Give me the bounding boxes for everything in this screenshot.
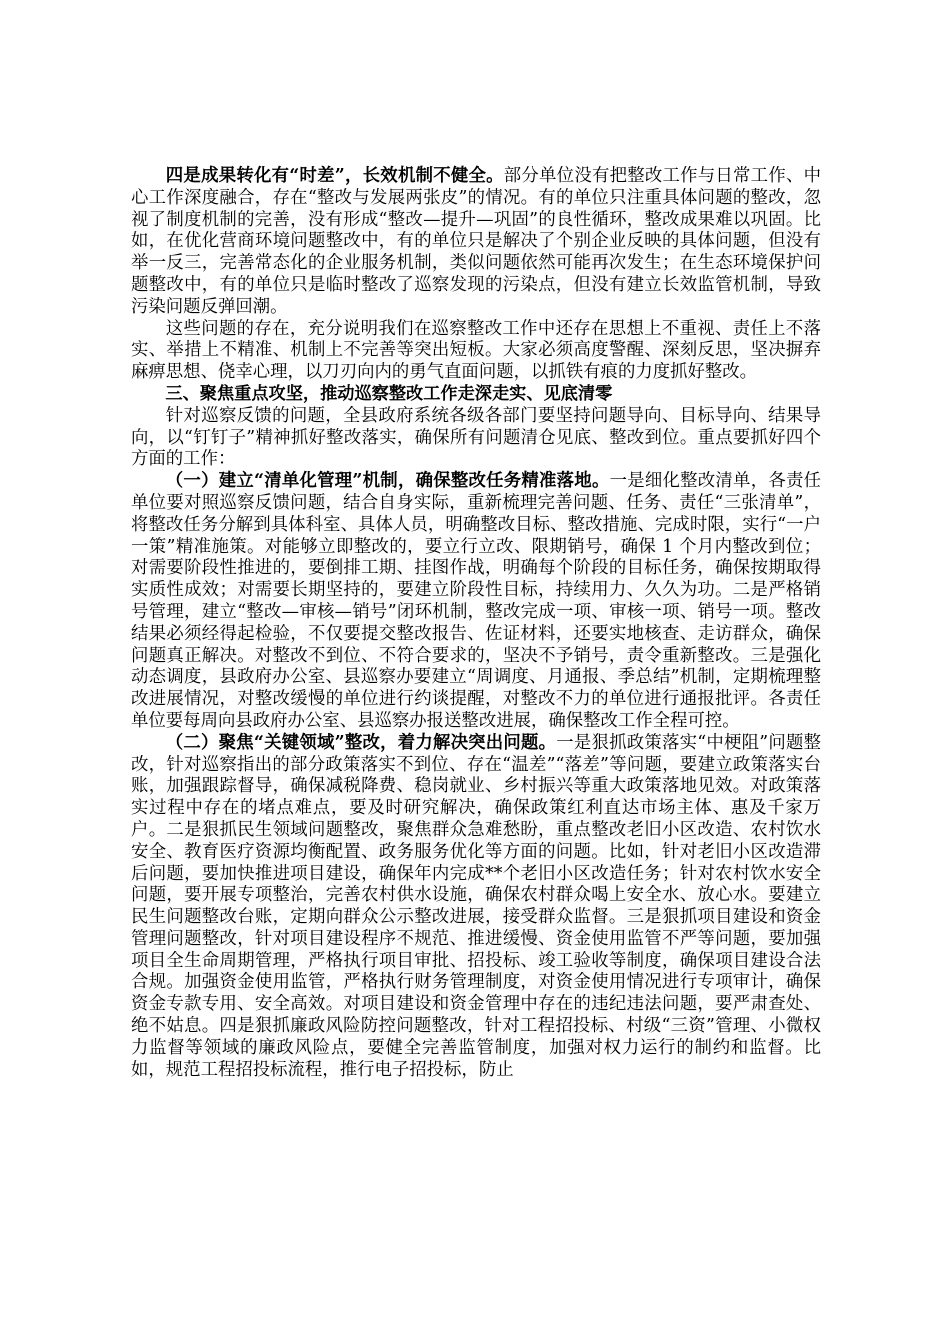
paragraph-key-areas [131,733,821,1082]
paragraph-lead: （二）聚焦“关键领域”整改，着力解决突出问题。 [165,732,557,753]
paragraph-lead: （一）建立“清单化管理”机制，确保整改任务精准落地。 [165,471,610,492]
paragraph-body: 部分单位没有把整改工作与日常工作、中心工作深度融合，存在“整改与发展两张皮”的情况。有的单位只注重具体问题的整改，忽视了制度机制的完善，没有形成“整改—提升—巩固”的良性循环，整改成果难以巩固。比如，在优化营商环境问题整改中，有的单位只是解决了个别企业反映的具体问题，但没有举一反三，完善常态化的企业服务机制，类似问题依然可能再次发生；在生态环境保护问题整改中，有的单位只是临时整改了巡察发现的污染点，但没有建立长效监管机制，导致污染问题反弹回潮。 [131,166,821,317]
paragraph-section-intro [131,406,821,471]
document-page [131,166,821,1081]
paragraph-problem-summary [131,319,821,384]
paragraph-list-management [131,471,821,733]
paragraph-body: 这些问题的存在，充分说明我们在巡察整改工作中还存在思想上不重视、责任上不落实、举措上不精准、机制上不完善等突出短板。大家必须高度警醒、深刻反思，坚决摒弃麻痹思想、侥幸心理，以刀刃向内的勇气直面问题，以抓铁有痕的力度抓好整改。 [131,318,821,383]
paragraph-body: 针对巡察反馈的问题，全县政府系统各级各部门要坚持问题导向、目标导向、结果导向，以“钉钉子”精神抓好整改落实，确保所有问题清仓见底、整改到位。重点要抓好四个方面的工作： [131,405,821,470]
paragraph-body: 一是狠抓政策落实“中梗阻”问题整改，针对巡察指出的部分政策落实不到位、存在“温差”“落差”等问题，要建立政策落实台账，加强跟踪督导，确保减税降费、稳岗就业、乡村振兴等重大政策落地见效。对政策落实过程中存在的堵点难点，要及时研究解决，确保政策红利直达市场主体、惠及千家万户。二是狠抓民生领域问题整改，聚焦群众急难愁盼，重点整改老旧小区改造、农村饮水安全、教育医疗资源均衡配置、政务服务优化等方面的问题。比如，针对老旧小区改造滞后问题，要加快推进项目建设，确保年内完成**个老旧小区改造任务；针对农村饮水安全问题，要开展专项整治，完善农村供水设施，确保农村群众喝上安全水、放心水。要建立民生问题整改台账，定期向群众公示整改进展，接受群众监督。三是狠抓项目建设和资金管理问题整改，针对项目建设程序不规范、推进缓慢、资金使用监管不严等问题，要加强项目全生命周期管理，严格执行项目审批、招投标、竣工验收等制度，确保项目建设合法合规。加强资金使用监管，严格执行财务管理制度，对资金使用情况进行专项审计，确保资金专款专用、安全高效。对项目建设和资金管理中存在的违纪违法问题，要严肃查处、绝不姑息。四是狠抓廉政风险防控问题整改，针对工程招投标、村级“三资”管理、小微权力监督等领域的廉政风险点，要健全完善监管制度，加强对权力运行的制约和监督。比如，规范工程招投标流程，推行电子招投标，防止 [131,732,821,1080]
paragraph-achievement-transformation [131,166,821,319]
paragraph-body: 一是细化整改清单，各责任单位要对照巡察反馈问题，结合自身实际，重新梳理完善问题、任务、责任“三张清单”，将整改任务分解到具体科室、具体人员，明确整改目标、整改措施、完成时限，实行“一户一策”精准施策。对能够立即整改的，要立行立改、限期销号，确保 1 个月内整改到位；对需要阶段性推进的，要倒排工期、挂图作战，明确每个阶段的目标任务，确保按期取得实质性成效；对需要长期坚持的，要建立阶段性目标，持续用力、久久为功。二是严格销号管理，建立“整改—审核—销号”闭环机制，整改完成一项、审核一项、销号一项。整改结果必须经得起检验，不仅要提交整改报告、佐证材料，还要实地核查、走访群众，确保问题真正解决。对整改不到位、不符合要求的，坚决不予销号，责令重新整改。三是强化动态调度，县政府办公室、县巡察办要建立“周调度、月通报、季总结”机制，定期梳理整改进展情况，对整改缓慢的单位进行约谈提醒，对整改不力的单位进行通报批评。各责任单位要每周向县政府办公室、县巡察办报送整改进展，确保整改工作全程可控。 [131,471,821,731]
paragraph-lead: 四是成果转化有“时差”，长效机制不健全。 [165,166,504,186]
section-heading-three: 三、聚焦重点攻坚，推动巡察整改工作走深走实、见底清零 [165,383,613,404]
